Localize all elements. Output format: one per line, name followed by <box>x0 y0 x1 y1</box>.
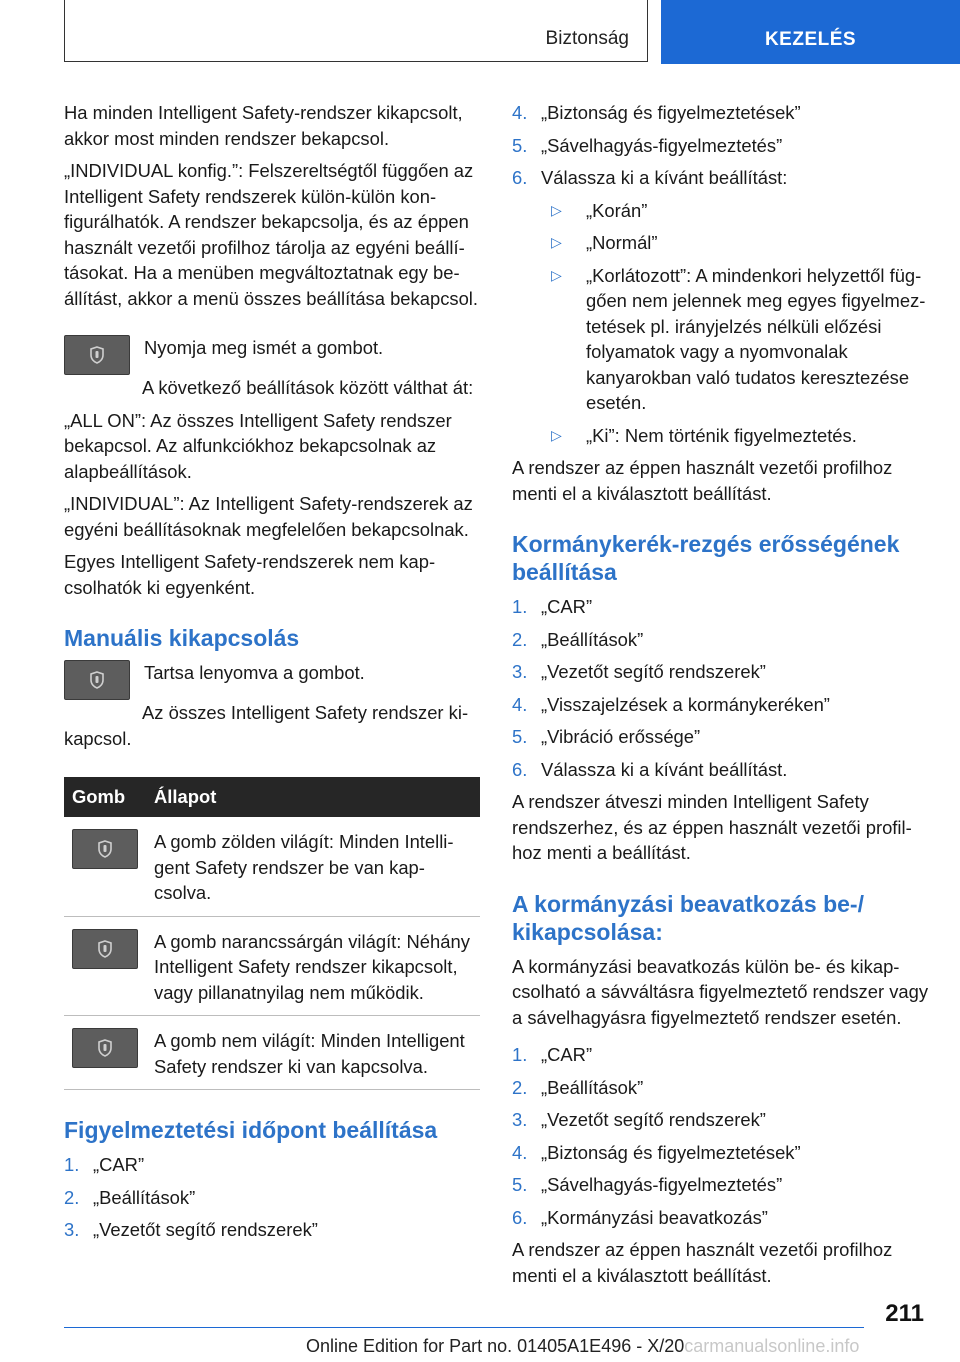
button-instruction <box>64 335 482 375</box>
paragraph: A rendszer átveszi minden Intelligent Safety rendszerhez, és az éppen használt vezetői profilhoz menti a beállítást. <box>512 791 912 863</box>
table-header-state: Állapot <box>146 777 480 817</box>
list-item: 3. „Vezetőt segítő rendszerek” <box>64 1219 318 1240</box>
triangle-bullet-icon: ▷ <box>551 234 562 250</box>
option-item: ▷ „Normál” <box>541 230 930 256</box>
paragraph: A kormányzási beavatkozás külön be- és kikapcsolható a sávváltásra figyelmeztető rendszer vagy a sávelhagyásra figyelmeztető rendszer esetén. <box>512 955 929 1028</box>
list-item: 4. „Biztonság és figyelmeztetések” <box>512 1141 801 1163</box>
paragraph: Az összes Intelligent Safety rendszer kikapcsol. <box>64 702 469 749</box>
paragraph: Nyomja meg ismét a gombot. <box>144 337 384 358</box>
heading-vibration: Kormánykerék-rezgés erősségének beállítása <box>512 531 900 585</box>
paragraph: A rendszer az éppen használt vezetői profilhoz menti el a kiválasztott beállítást. <box>512 1239 893 1286</box>
heading-manual-off: Manuális kikapcsolás <box>64 625 300 651</box>
triangle-bullet-icon: ▷ <box>551 426 562 443</box>
footer-divider <box>64 1327 864 1328</box>
option-item: ▷ „Ki”: Nem történik figyelmeztetés. <box>541 423 930 449</box>
list-item: 4. „Biztonság és figyelmeztetések” <box>512 102 801 123</box>
triangle-bullet-icon: ▷ <box>551 201 562 218</box>
paragraph: Tartsa lenyomva a gombot. <box>144 662 365 683</box>
page-number: 211 <box>885 1300 924 1327</box>
list-item: 3. „Vezetőt segítő rendszerek” <box>512 1109 766 1130</box>
list-item: 6. „Kormányzási beavatkozás” <box>512 1206 768 1228</box>
chapter-tab <box>661 0 960 64</box>
heading-warning-time: Figyelmeztetési időpont beállítása <box>64 1117 438 1143</box>
list-item: 6. Válassza ki a kívánt beállítást. <box>512 758 788 780</box>
paragraph: „ALL ON”: Az összes Intelligent Safety rendszer bekapcsol. Az alfunkciókhoz bekapcsolnak az alapbeállítások. <box>64 409 452 482</box>
paragraph: Egyes Intelligent Safety-rendszerek nem kapcsolhatók ki egyenként. <box>64 551 436 598</box>
button-green-icon <box>72 829 138 869</box>
paragraph: A rendszer az éppen használt vezetői profilhoz menti el a kiválasztott beállítást. <box>512 457 893 504</box>
list-item: 5. „Vibráció erőssége” <box>512 726 701 747</box>
table-cell: A gomb nem világít: Minden Intelligent Safety rendszer ki van kapcsolva. <box>146 1016 480 1090</box>
button-off-icon <box>72 1028 138 1068</box>
footer-edition <box>306 1336 859 1357</box>
list-item: 2. „Beállítások” <box>512 1076 644 1098</box>
button-instruction <box>64 660 482 700</box>
intelligent-safety-button-icon <box>64 660 130 700</box>
steps-list <box>64 1152 482 1243</box>
list-item: 6. Válassza ki a kívánt beállítást: <box>512 167 788 188</box>
table-header-button: Gomb <box>64 777 146 817</box>
paragraph: A következő beállítások között válthat át: <box>142 377 474 398</box>
edition-text: Online Edition for Part no. 01405A1E496 - X/20 <box>306 1336 685 1356</box>
options-list <box>512 198 930 449</box>
list-item: 5. „Sávelhagyás-figyelmeztetés” <box>512 134 783 156</box>
section-title: Biztonság <box>545 28 629 49</box>
right-column <box>512 100 930 1295</box>
status-table <box>64 777 480 1090</box>
triangle-bullet-icon: ▷ <box>551 266 562 283</box>
heading-steering: A kormányzási beavatkozás be-/ kikapcsolása: <box>512 890 864 945</box>
chapter-title: KEZELÉS <box>764 29 857 50</box>
option-item: ▷ „Korlátozott”: A mindenkori helyzettől függően nem jelennek meg egyes figyelmeztetések pl. irányjelzés nélküli előzési folyamatok vagy a nyomvonalak kanyarokban való tudatos keresztezése esetén. <box>541 263 930 416</box>
page-header <box>0 0 960 66</box>
list-item: 2. „Beállítások” <box>512 628 644 650</box>
paragraph: „INDIVIDUAL konfig.”: Felszereltségtől függően az Intelligent Safety rendszerek külön-külön konfigurálhatók. A rendszer bekapcsolja, és az éppen használt vezetői profilhoz tárolja az egyéni beállításokat. Ha a menüben megváltoztatnak egy beállítást, akkor a menü összes beállítása bekapcsol. <box>64 160 479 309</box>
list-item: 3. „Vezetőt segítő rendszerek” <box>512 661 766 682</box>
table-cell: A gomb narancssárgán világít: Néhány Intelligent Safety rendszer kikapcsolt, vagy pillanatnyilag nem működik. <box>146 916 480 1016</box>
button-orange-icon <box>72 929 138 969</box>
list-item: 1. „CAR” <box>512 596 593 617</box>
option-item: ▷ „Korán” <box>541 198 930 224</box>
table-row <box>64 916 480 1016</box>
table-header-row <box>64 777 480 817</box>
left-column <box>64 100 482 1250</box>
steps-list <box>512 100 930 191</box>
paragraph: Ha minden Intelligent Safety-rendszer kikapcsolt, akkor most minden rendszer bekapcsol. <box>64 102 463 149</box>
list-item: 2. „Beállítások” <box>64 1186 196 1208</box>
steps-list <box>512 1042 930 1230</box>
list-item: 1. „CAR” <box>64 1154 145 1175</box>
paragraph: „INDIVIDUAL”: Az Intelligent Safety-rendszerek az egyéni beállításoknak megfelelően bekapcsolnak. <box>64 493 473 540</box>
list-item: 1. „CAR” <box>512 1044 593 1065</box>
table-row <box>64 817 480 916</box>
watermark-text: carmanualsonline.info <box>684 1336 860 1356</box>
steps-list <box>512 594 930 782</box>
intelligent-safety-button-icon <box>64 335 130 375</box>
table-cell: A gomb zölden világít: Minden Intelligent Safety rendszer be van kapcsolva. <box>146 817 480 916</box>
section-tab <box>64 0 648 62</box>
list-item: 4. „Visszajelzések a kormánykeréken” <box>512 693 830 715</box>
list-item: 5. „Sávelhagyás-figyelmeztetés” <box>512 1174 783 1195</box>
table-row <box>64 1016 480 1090</box>
